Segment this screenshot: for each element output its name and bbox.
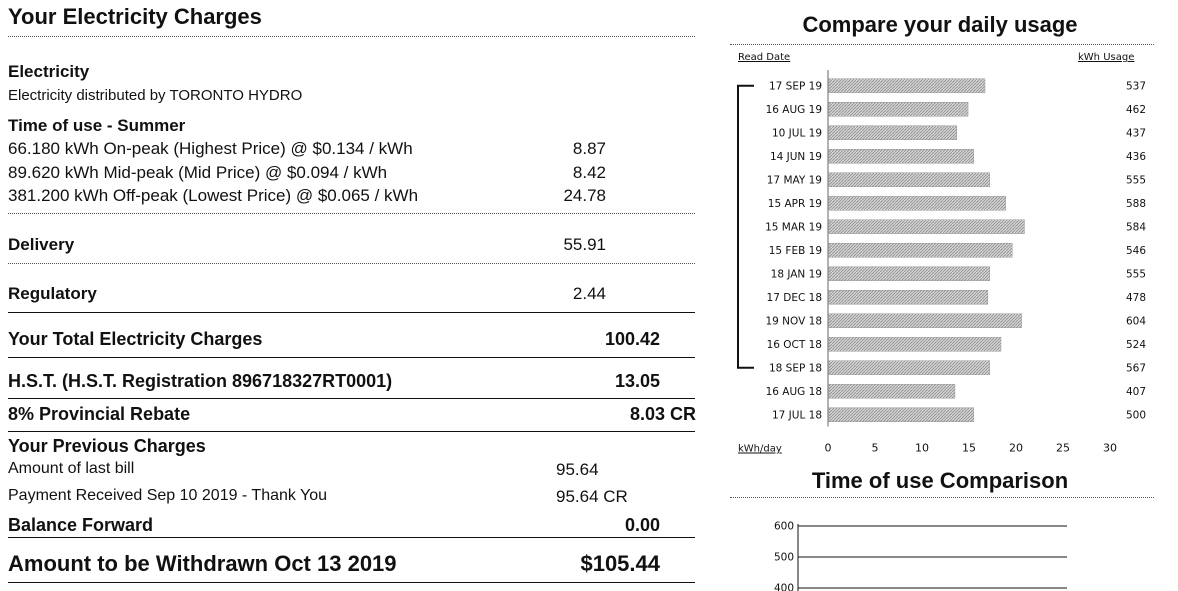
regulatory-amount: 2.44 — [572, 284, 606, 303]
usage-bar — [829, 337, 1001, 351]
kwh-usage-value: 567 — [1125, 362, 1146, 375]
tou-line-amount: 8.87 — [572, 139, 606, 158]
usage-bar — [829, 267, 990, 281]
usage-bar — [829, 79, 985, 93]
read-date-label: 15 FEB 19 — [768, 244, 822, 257]
read-date-label: 19 NOV 18 — [765, 315, 822, 328]
withdraw-amount: $105.44 — [580, 551, 660, 576]
tou-line-desc: 381.200 kWh Off-peak (Lowest Price) @ $0.065 / kWh — [8, 186, 419, 205]
balance-amount: 0.00 — [624, 515, 660, 535]
read-date-label: 18 JAN 19 — [770, 268, 822, 281]
kwh-usage-value: 584 — [1125, 221, 1146, 234]
read-date-label: 15 MAR 19 — [765, 221, 822, 234]
tou-line-desc: 66.180 kWh On-peak (Highest Price) @ $0.134 / kWh — [8, 139, 413, 158]
usage-bar — [829, 243, 1012, 257]
hst-amount: 13.05 — [614, 371, 660, 391]
x-tick-label: 10 — [915, 441, 929, 455]
read-date-label: 17 JUL 18 — [771, 409, 822, 422]
read-date-label: 16 OCT 18 — [766, 338, 822, 351]
kwh-usage-value: 500 — [1125, 409, 1146, 422]
read-date-label: 16 AUG 18 — [765, 385, 822, 398]
daily-usage-title: Compare your daily usage — [802, 12, 1078, 37]
kwh-usage-value: 437 — [1125, 127, 1146, 140]
electricity-heading: Electricity — [8, 62, 90, 81]
last-bill-label: Amount of last bill — [8, 460, 135, 477]
x-tick-label: 0 — [824, 441, 832, 455]
balance-label: Balance Forward — [8, 515, 154, 535]
usage-bar — [829, 196, 1006, 210]
usage-bar — [829, 384, 955, 398]
previous-heading: Your Previous Charges — [8, 436, 206, 456]
x-tick-label: 5 — [871, 441, 879, 455]
last-bill-amount: 95.64 — [556, 460, 599, 479]
payment-amount: 95.64 CR — [556, 487, 628, 506]
regulatory-label: Regulatory — [8, 284, 97, 303]
comparison-bracket — [738, 86, 754, 368]
x-tick-label: 25 — [1056, 441, 1070, 455]
divider — [8, 398, 695, 399]
total-label: Your Total Electricity Charges — [8, 329, 263, 349]
read-date-label: 18 SEP 18 — [768, 362, 822, 375]
time-of-use-heading: Time of use - Summer — [8, 116, 186, 135]
usage-bar — [829, 149, 974, 163]
kwh-usage-value: 555 — [1125, 174, 1146, 187]
divider — [730, 44, 1154, 45]
rebate-label: 8% Provincial Rebate — [8, 404, 191, 424]
y-tick-label: 600 — [773, 520, 794, 533]
divider — [8, 357, 695, 358]
divider — [8, 582, 695, 583]
read-date-label: 17 MAY 19 — [766, 174, 822, 187]
divider — [8, 537, 695, 538]
kwh-usage-value: 407 — [1125, 385, 1146, 398]
usage-bar — [829, 102, 968, 116]
tou-comparison-title: Time of use Comparison — [811, 468, 1069, 493]
usage-bar — [829, 314, 1022, 328]
read-date-label: 17 SEP 19 — [768, 80, 822, 93]
read-date-label: 16 AUG 19 — [765, 103, 822, 116]
kwh-usage-value: 436 — [1125, 150, 1146, 163]
usage-bar — [829, 173, 990, 187]
divider — [8, 36, 695, 37]
daily-usage-chart — [730, 62, 1170, 457]
payment-label: Payment Received Sep 10 2019 - Thank You — [8, 487, 328, 504]
x-tick-label: 30 — [1103, 441, 1117, 455]
usage-bar — [829, 220, 1024, 234]
x-tick-label: 15 — [962, 441, 976, 455]
tou-line-desc: 89.620 kWh Mid-peak (Mid Price) @ $0.094 / kWh — [8, 163, 388, 182]
read-date-label: 17 DEC 18 — [766, 291, 822, 304]
rebate-amount: 8.03 CR — [629, 404, 696, 424]
kwh-usage-value: 537 — [1125, 80, 1146, 93]
kwh-usage-value: 604 — [1125, 315, 1146, 328]
tou-line-amount: 24.78 — [563, 186, 606, 205]
y-tick-label: 500 — [773, 551, 794, 564]
kwh-usage-value: 524 — [1125, 338, 1146, 351]
kwh-usage-header: kWh Usage — [1078, 52, 1135, 63]
divider — [8, 312, 695, 313]
charges-title: Your Electricity Charges — [8, 4, 262, 29]
divider — [8, 213, 695, 214]
kwh-usage-value: 588 — [1125, 197, 1146, 210]
withdraw-label: Amount to be Withdrawn Oct 13 2019 — [8, 551, 397, 576]
delivery-label: Delivery — [8, 235, 75, 254]
distributor-text: Electricity distributed by TORONTO HYDRO — [8, 87, 303, 104]
usage-bar — [829, 361, 990, 375]
divider — [8, 431, 695, 432]
read-date-label: 14 JUN 19 — [769, 150, 822, 163]
tou-line-amount: 8.42 — [572, 163, 606, 182]
read-date-label: 15 APR 19 — [767, 197, 822, 210]
read-date-header: Read Date — [738, 52, 791, 63]
total-amount: 100.42 — [604, 329, 660, 349]
kwh-usage-value: 555 — [1125, 268, 1146, 281]
divider — [8, 263, 695, 264]
usage-bar — [829, 126, 957, 140]
kwh-usage-value: 546 — [1125, 244, 1146, 257]
usage-bar — [829, 290, 988, 304]
kwh-usage-value: 462 — [1125, 103, 1146, 116]
delivery-amount: 55.91 — [563, 235, 606, 254]
divider — [730, 497, 1154, 498]
usage-bar — [829, 408, 974, 422]
y-tick-label: 400 — [773, 582, 794, 591]
x-axis-label: kWh/day — [738, 443, 782, 455]
hst-label: H.S.T. (H.S.T. Registration 896718327RT0001) — [8, 371, 393, 391]
read-date-label: 10 JUL 19 — [771, 127, 822, 140]
tou-comparison-chart — [760, 510, 1080, 591]
kwh-usage-value: 478 — [1125, 291, 1146, 304]
x-tick-label: 20 — [1009, 441, 1023, 455]
